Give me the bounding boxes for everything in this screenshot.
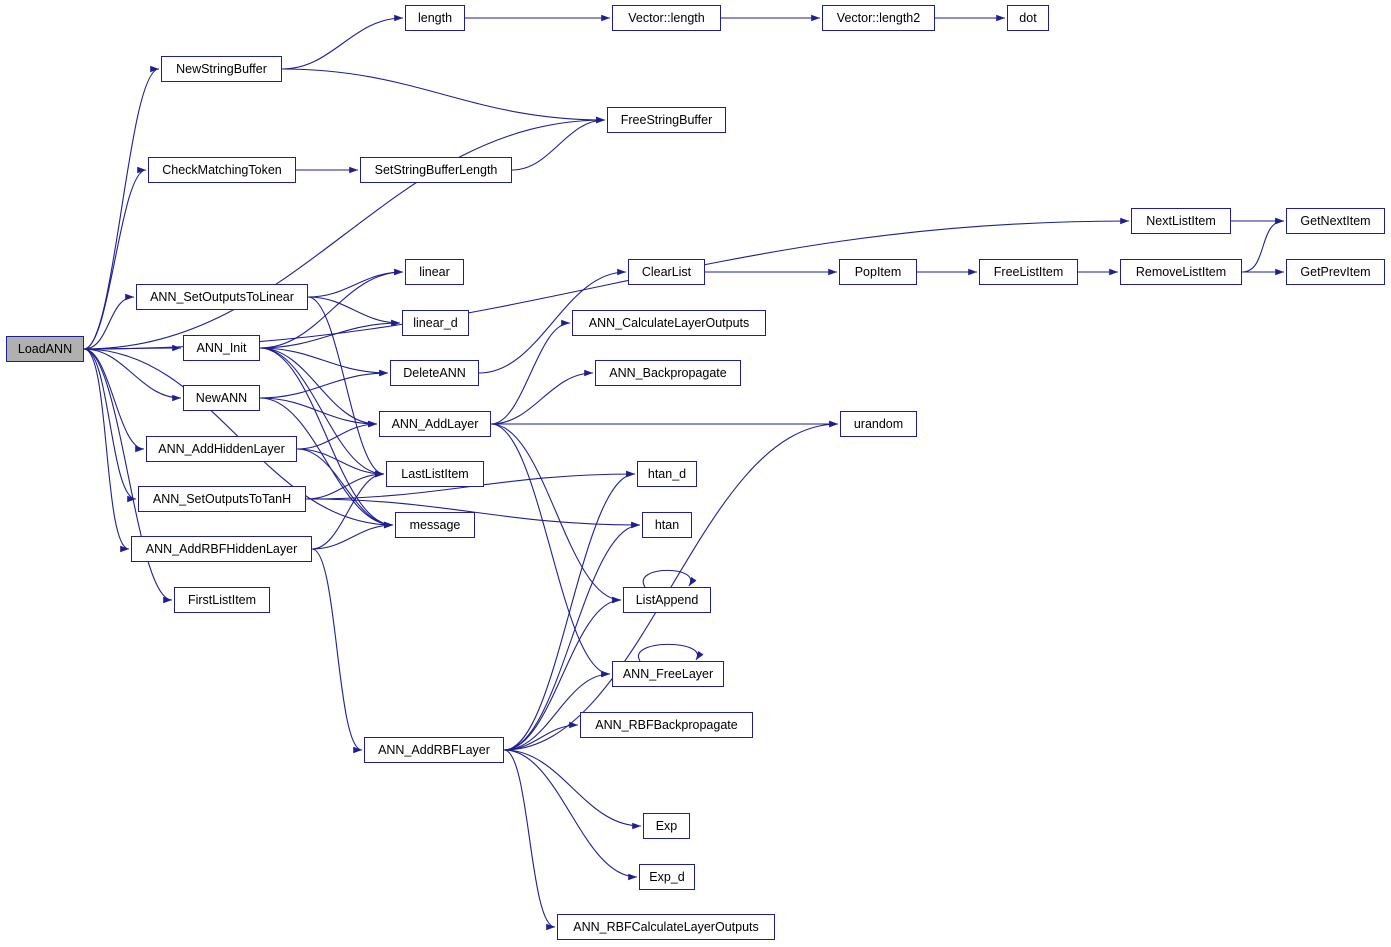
edge-loadann-to-anninit xyxy=(84,348,181,349)
graph-node-label: ANN_RBFCalculateLayerOutputs xyxy=(573,919,759,934)
edge-annaddlayer-to-annfreelayer xyxy=(491,424,610,674)
graph-node-popitem[interactable] xyxy=(839,259,917,285)
graph-node-label: urandom xyxy=(853,416,904,431)
graph-node-label: ANN_Backpropagate xyxy=(609,365,727,380)
graph-node-annsetoutputstanh[interactable] xyxy=(138,486,306,512)
graph-node-label: Exp_d xyxy=(649,869,685,884)
edge-annaddhiddenlayer-to-annaddlayer xyxy=(297,424,377,449)
edge-newstringbuffer-to-length xyxy=(282,18,403,69)
graph-node-label: ANN_AddRBFHiddenLayer xyxy=(145,541,298,556)
graph-node-label: ANN_SetOutputsToLinear xyxy=(150,289,294,304)
edge-newstringbuffer-to-freestringbuffer xyxy=(282,69,605,120)
graph-node-label: ANN_RBFBackpropagate xyxy=(595,717,738,732)
graph-node-label: htan xyxy=(654,517,680,532)
edge-listappend-to-listappend xyxy=(643,570,691,587)
edge-annsetoutputslinear-to-lineard xyxy=(308,297,400,323)
edge-annsetoutputstanh-to-lastlistitem xyxy=(306,474,384,499)
edge-anninit-to-lineard xyxy=(260,323,400,348)
graph-node-label: LoadANN xyxy=(17,341,73,356)
graph-node-label: PopItem xyxy=(854,264,902,279)
graph-node-label: CheckMatchingToken xyxy=(162,162,282,177)
graph-node-expd[interactable] xyxy=(639,864,695,890)
edge-loadann-to-checkmatchingtoken xyxy=(84,170,146,349)
edge-removelistitem-to-getnextitem xyxy=(1242,221,1284,272)
graph-node-freelistitem[interactable] xyxy=(979,259,1078,285)
graph-node-newstringbuffer[interactable] xyxy=(161,56,282,82)
graph-node-loadann[interactable] xyxy=(6,336,84,362)
graph-node-label: ANN_CalculateLayerOutputs xyxy=(588,315,750,330)
graph-node-label: message xyxy=(409,517,461,532)
edge-setstringbufferlen-to-freestringbuffer xyxy=(512,120,605,170)
graph-node-label: dot xyxy=(1019,10,1037,25)
edge-annaddrbfhidden-to-message xyxy=(312,525,393,549)
edge-annaddlayer-to-annbackprop xyxy=(491,373,593,424)
graph-node-freestringbuffer[interactable] xyxy=(607,107,726,133)
graph-node-annaddrbfhidden[interactable] xyxy=(131,536,312,562)
graph-node-label: ANN_SetOutputsToTanH xyxy=(152,491,292,506)
edge-annaddrbflayer-to-expd xyxy=(504,750,637,877)
graph-node-label: FirstListItem xyxy=(187,592,257,607)
graph-node-nextlistitem[interactable] xyxy=(1131,208,1231,234)
graph-node-anninit[interactable] xyxy=(183,335,260,361)
graph-node-deleteann[interactable] xyxy=(390,360,479,386)
edge-newann-to-deleteann xyxy=(260,373,388,398)
graph-node-urandom[interactable] xyxy=(840,411,917,437)
edge-annaddrbflayer-to-htand xyxy=(504,474,635,750)
graph-node-firstlistitem[interactable] xyxy=(174,587,270,613)
edge-annaddhiddenlayer-to-message xyxy=(297,449,393,525)
edge-anninit-to-deleteann xyxy=(260,348,388,373)
edge-loadann-to-annaddhiddenlayer xyxy=(84,349,144,449)
graph-node-label: NewANN xyxy=(195,390,248,405)
graph-node-label: linear xyxy=(419,264,450,279)
edge-annaddlayer-to-listappend xyxy=(491,424,621,600)
graph-node-checkmatchingtoken[interactable] xyxy=(148,157,296,183)
graph-node-vectorlength2[interactable] xyxy=(822,5,935,31)
graph-node-label: FreeListItem xyxy=(993,264,1064,279)
graph-node-lineard[interactable] xyxy=(402,310,469,336)
edge-annaddhiddenlayer-to-lastlistitem xyxy=(297,449,384,474)
graph-node-newann[interactable] xyxy=(183,385,260,411)
graph-node-linear[interactable] xyxy=(405,259,464,285)
graph-node-label: RemoveListItem xyxy=(1135,264,1227,279)
edge-loadann-to-annsetoutputslinear xyxy=(84,297,134,349)
graph-node-getnextitem[interactable] xyxy=(1286,208,1385,234)
graph-node-label: Vector::length xyxy=(628,10,705,25)
edge-anninit-to-annaddlayer xyxy=(260,348,377,424)
edge-annsetoutputslinear-to-lastlistitem xyxy=(308,297,384,474)
graph-node-annbackprop[interactable] xyxy=(595,360,741,386)
graph-node-htand[interactable] xyxy=(637,461,697,487)
graph-node-label: ANN_AddHiddenLayer xyxy=(158,441,285,456)
graph-node-label: htan_d xyxy=(647,466,687,481)
graph-node-label: linear_d xyxy=(413,315,458,330)
graph-node-annaddhiddenlayer[interactable] xyxy=(146,436,297,462)
edge-loadann-to-freestringbuffer xyxy=(84,120,605,349)
graph-node-vectorlength[interactable] xyxy=(612,5,721,31)
graph-node-label: FreeStringBuffer xyxy=(620,112,713,127)
graph-node-setstringbufferlen[interactable] xyxy=(360,157,512,183)
graph-node-annsetoutputslinear[interactable] xyxy=(136,284,308,310)
edge-annaddrbflayer-to-exp xyxy=(504,750,641,826)
graph-node-annfreelayer[interactable] xyxy=(612,661,724,687)
graph-node-lastlistitem[interactable] xyxy=(386,461,484,487)
edge-loadann-to-annsetoutputstanh xyxy=(84,349,136,499)
edge-annfreelayer-to-annfreelayer xyxy=(638,644,697,661)
graph-node-length[interactable] xyxy=(405,5,465,31)
graph-node-label: DeleteANN xyxy=(403,365,466,380)
graph-node-clearlist[interactable] xyxy=(628,259,705,285)
edge-loadann-to-annaddrbfhidden xyxy=(84,349,129,549)
graph-node-label: ClearList xyxy=(641,264,692,279)
graph-node-message[interactable] xyxy=(395,512,475,538)
edge-annaddrbfhidden-to-annaddrbflayer xyxy=(312,549,362,750)
graph-node-label: NewStringBuffer xyxy=(176,61,267,76)
graph-node-listappend[interactable] xyxy=(623,587,711,613)
edge-annaddlayer-to-annclculayeroutputs xyxy=(491,323,570,424)
graph-node-dot[interactable] xyxy=(1007,5,1049,31)
edge-loadann-to-newann xyxy=(84,349,181,398)
graph-node-annclculayeroutputs[interactable] xyxy=(572,310,766,336)
graph-node-label: NextListItem xyxy=(1146,213,1216,228)
graph-node-label: ListAppend xyxy=(635,592,699,607)
edge-annaddrbfhidden-to-lastlistitem xyxy=(312,474,384,549)
graph-node-getprevitem[interactable] xyxy=(1286,259,1385,285)
graph-node-label: ANN_AddRBFLayer xyxy=(378,742,490,757)
graph-node-label: length xyxy=(417,10,453,25)
graph-node-exp[interactable] xyxy=(643,813,690,839)
graph-node-annrbfcalcoutputs[interactable] xyxy=(557,914,775,940)
graph-node-label: ANN_AddLayer xyxy=(391,416,479,431)
graph-node-removelistitem[interactable] xyxy=(1120,259,1242,285)
graph-node-label: Vector::length2 xyxy=(836,10,921,25)
graph-node-htan[interactable] xyxy=(642,512,692,538)
graph-node-annaddrbflayer[interactable] xyxy=(364,737,504,763)
edge-annaddrbflayer-to-annrbfbackprop xyxy=(504,725,578,750)
graph-node-label: SetStringBufferLength xyxy=(374,162,498,177)
edge-annsetoutputslinear-to-linear xyxy=(308,272,403,297)
graph-node-label: LastListItem xyxy=(401,466,469,481)
graph-node-label: ANN_Init xyxy=(196,340,247,355)
graph-node-label: Exp xyxy=(655,818,678,833)
graph-node-label: GetPrevItem xyxy=(1300,264,1371,279)
graph-node-label: GetNextItem xyxy=(1300,213,1371,228)
edge-newann-to-annaddlayer xyxy=(260,398,377,424)
edge-loadann-to-firstlistitem xyxy=(84,349,172,600)
graph-node-annrbfbackprop[interactable] xyxy=(580,712,753,738)
graph-node-annaddlayer[interactable] xyxy=(379,411,491,437)
graph-node-label: ANN_FreeLayer xyxy=(622,666,714,681)
edge-annaddrbflayer-to-annrbfcalcoutputs xyxy=(504,750,555,927)
